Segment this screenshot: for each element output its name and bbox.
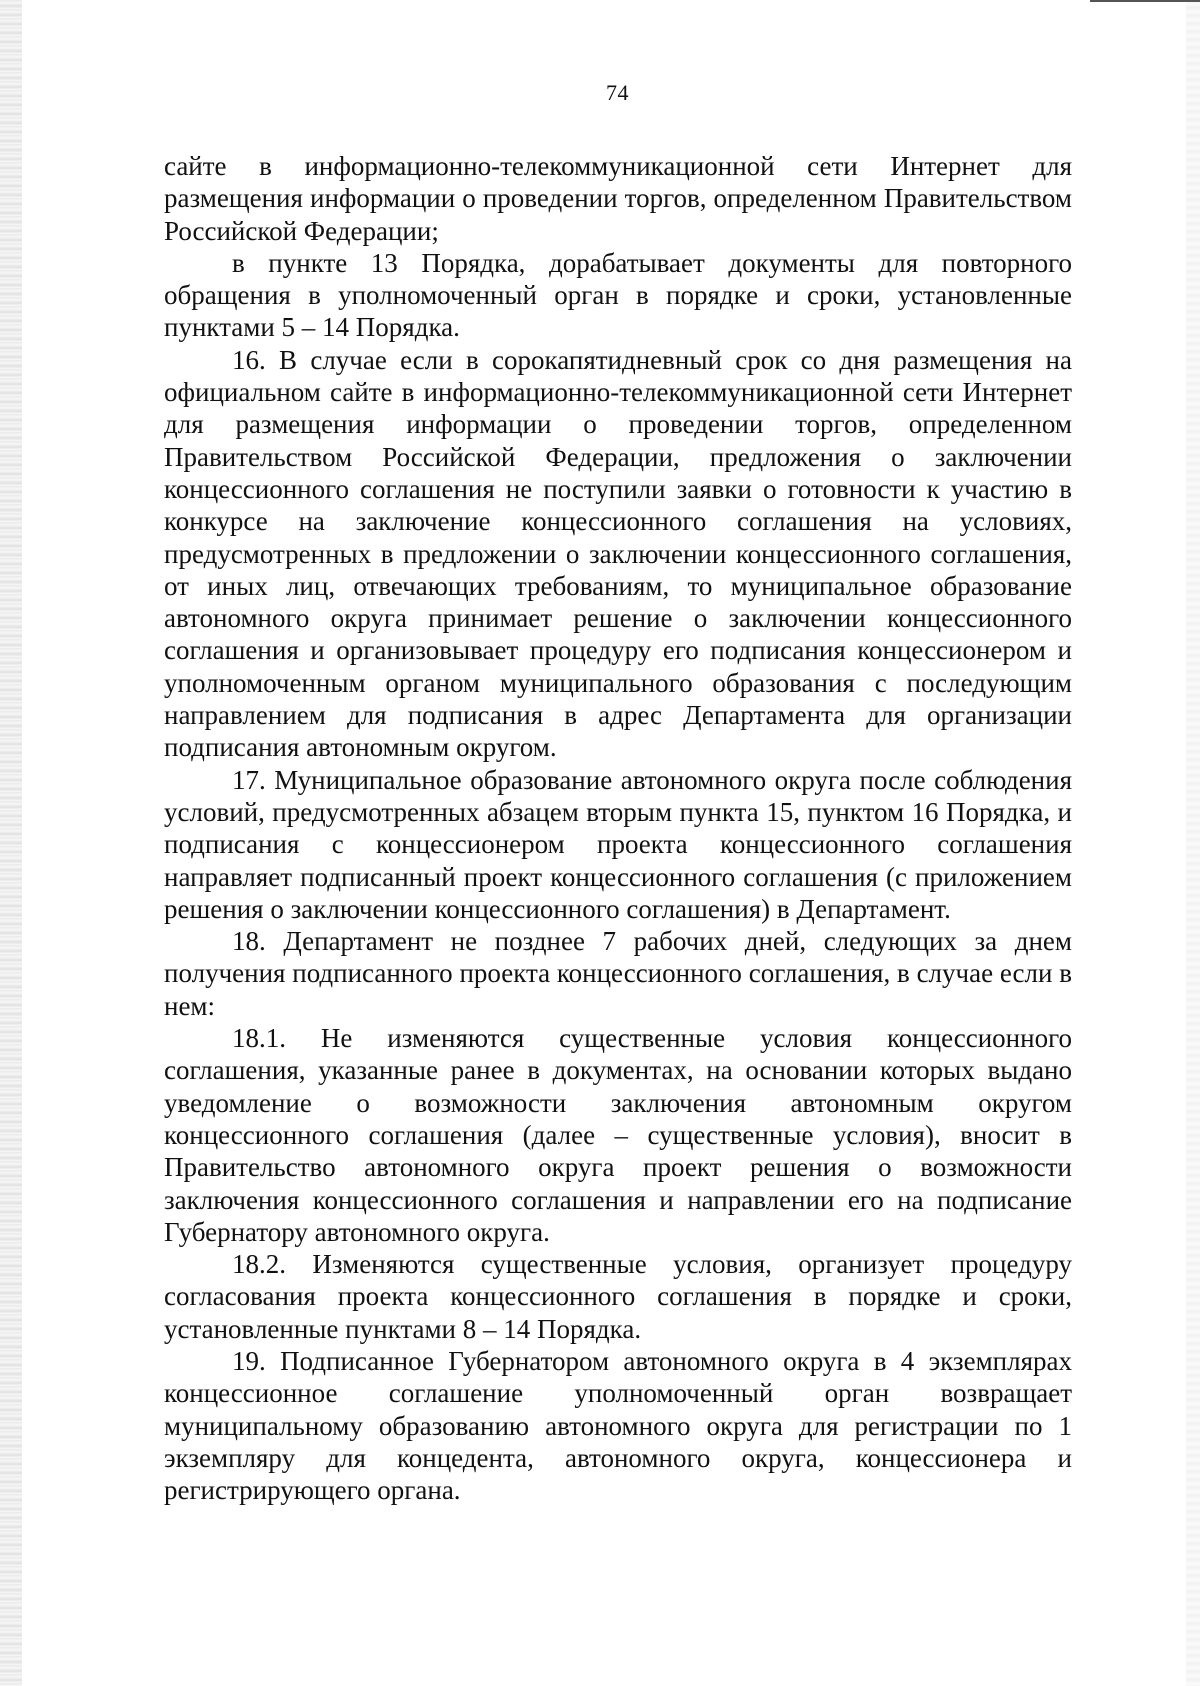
scan-edge-right — [1186, 0, 1200, 1686]
paragraph-item-15-sub: в пункте 13 Порядка, дорабатывает документы для повторного обращения в уполномоченный орган в порядке и сроки, установленные пунктами 5 – 14 Порядка. — [164, 247, 1072, 343]
paragraph-continuation: сайте в информационно-телекоммуникационной сети Интернет для размещения информации о проведении торгов, определенном Правительством Российской Федерации; — [164, 151, 1072, 246]
scan-edge-left — [0, 0, 22, 1686]
paragraph-item-18-2: 18.2. Изменяются существенные условия, организует процедуру согласования проекта концессионного соглашения в порядке и сроки, установленные пунктами 8 – 14 Порядка. — [164, 1249, 1072, 1344]
paragraph-item-18: 18. Департамент не позднее 7 рабочих дней, следующих за днем получения подписанного проекта концессионного соглашения, в случае если в нем: — [164, 926, 1072, 1021]
paragraph-item-17: 17. Муниципальное образование автономного округа после соблюдения условий, предусмотренных абзацем вторым пункта 15, пунктом 16 Порядка, и подписания с концессионером проекта концессионного соглашения направляет подписанный проект концессионного соглашения (с приложением решения о заключении концессионного соглашения) в Департамент. — [164, 764, 1072, 924]
paragraph-item-18-1: 18.1. Не изменяются существенные условия концессионного соглашения, указанные ранее в документах, на основании которых выдано уведомление о возможности заключения автономным округом концессионного соглашения (далее – существенные условия), вносит в Правительство автономного округа проект решения о возможности заключения концессионного соглашения и направлении его на подписание Губернатору автономного округа. — [164, 1023, 1072, 1247]
paragraph-item-16: 16. В случае если в сорокапятидневный срок со дня размещения на официальном сайте в информационно-телекоммуникационной сети Интернет для размещения информации о проведении торгов, определенном Правительством Российской Федерации, предложения о заключении концессионного соглашения не поступили заявки о готовности к участию в конкурсе на заключение концессионного соглашения на условиях, предусмотренных в предложении о заключении концессионного соглашения, от иных лиц, отвечающих требованиям, то муниципальное образование автономного округа принимает решение о заключении концессионного соглашения и организовывает процедуру его подписания концессионером и уполномоченным органом муниципального образования с последующим направлением для подписания в адрес Департамента для организации подписания автономным округом. — [164, 344, 1072, 763]
scan-edge-top — [1090, 0, 1200, 2]
page-number: 74 — [606, 80, 629, 105]
paragraph-item-19: 19. Подписанное Губернатором автономного округа в 4 экземплярах концессионное соглашение уполномоченный орган возвращает муниципальному образованию автономного округа для регистрации по 1 экземпляру для концедента, автономного округа, концессионера и регистрирующего органа. — [164, 1345, 1072, 1506]
document-body — [164, 150, 1072, 1506]
